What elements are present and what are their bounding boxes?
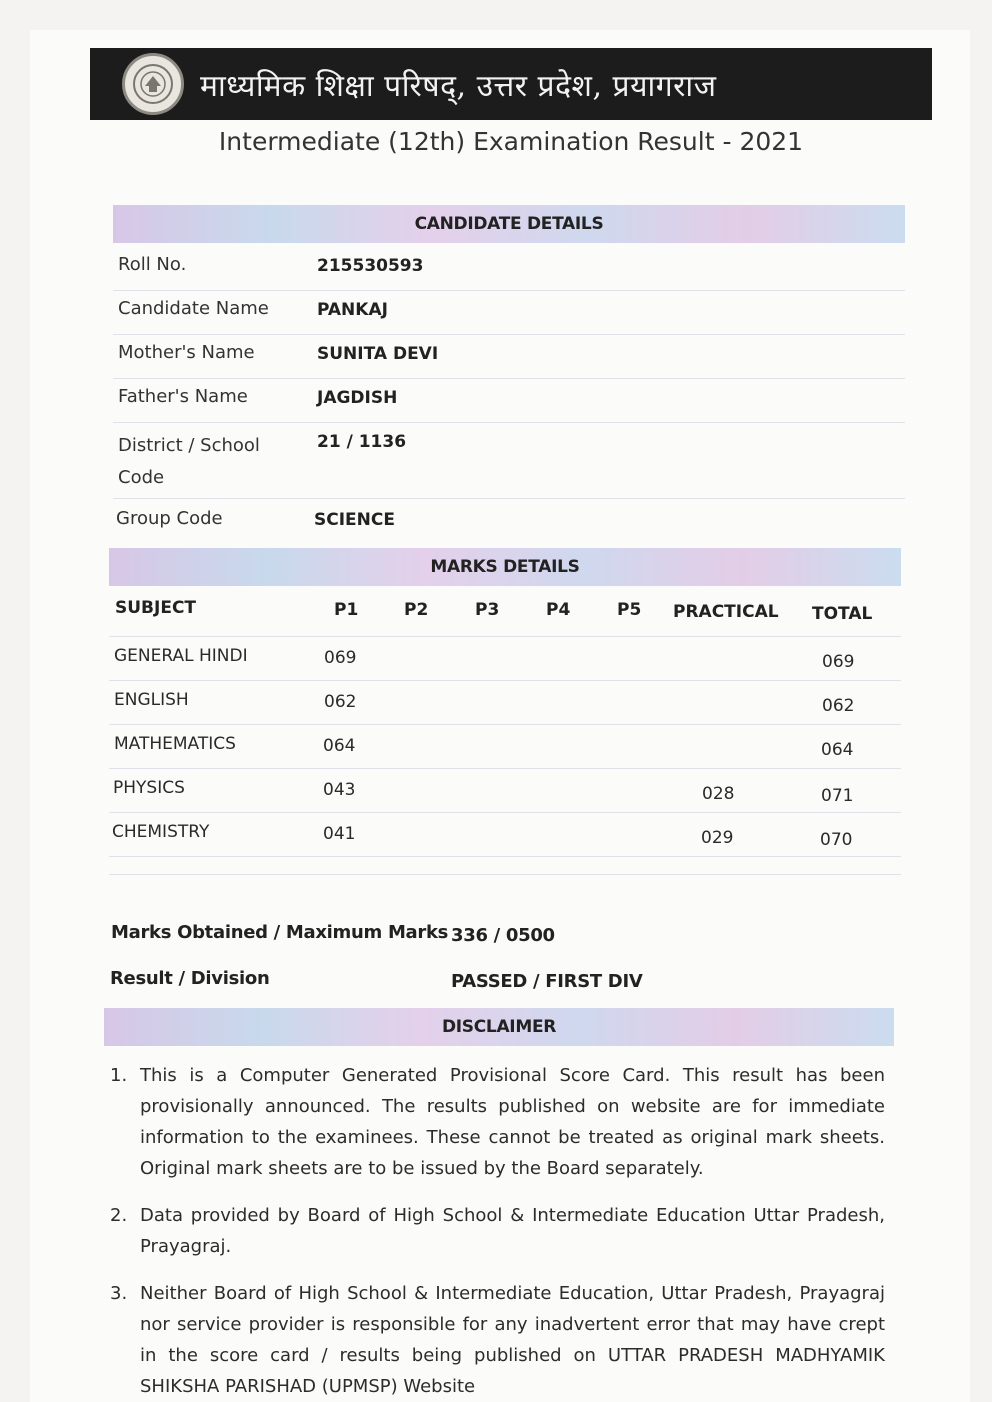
total-cell: 069 bbox=[822, 652, 855, 672]
p1-cell: 043 bbox=[323, 780, 356, 800]
table-row bbox=[109, 814, 901, 857]
col-total-header: TOTAL bbox=[812, 604, 873, 624]
board-name: माध्यमिक शिक्षा परिषद्, उत्तर प्रदेश, प्रयागराज bbox=[200, 68, 717, 104]
p1-cell: 064 bbox=[323, 736, 356, 756]
practical-cell: 028 bbox=[702, 784, 735, 804]
table-row-empty bbox=[109, 858, 901, 875]
p1-cell: 062 bbox=[324, 692, 357, 712]
col-p5-header: P5 bbox=[617, 600, 642, 620]
disclaimer-text: Data provided by Board of High School & Intermediate Education Uttar Pradesh, Prayagraj. bbox=[140, 1205, 885, 1257]
candidate-details-header: CANDIDATE DETAILS bbox=[113, 205, 905, 243]
col-p3-header: P3 bbox=[475, 600, 500, 620]
col-practical-header: PRACTICAL bbox=[673, 602, 779, 622]
detail-label: Roll No. bbox=[118, 254, 187, 275]
result-division-label: Result / Division bbox=[110, 968, 270, 989]
disclaimer-item-3 bbox=[110, 1278, 885, 1397]
subject-cell: GENERAL HINDI bbox=[114, 646, 248, 666]
detail-row-name bbox=[113, 292, 905, 335]
detail-row-mother bbox=[113, 336, 905, 379]
detail-row-father bbox=[113, 380, 905, 423]
detail-row-roll bbox=[113, 248, 905, 291]
total-cell: 070 bbox=[820, 830, 853, 850]
col-p4-header: P4 bbox=[546, 600, 571, 620]
total-cell: 062 bbox=[822, 696, 855, 716]
disclaimer-number: 1. bbox=[110, 1065, 128, 1086]
practical-cell: 029 bbox=[701, 828, 734, 848]
table-row bbox=[109, 638, 901, 681]
col-p2-header: P2 bbox=[404, 600, 429, 620]
disclaimer-item-2 bbox=[110, 1200, 885, 1262]
total-cell: 064 bbox=[821, 740, 854, 760]
col-p1-header: P1 bbox=[334, 600, 359, 620]
detail-value: SCIENCE bbox=[314, 510, 395, 530]
result-division-value: PASSED / FIRST DIV bbox=[451, 971, 643, 992]
detail-label: Group Code bbox=[116, 508, 223, 529]
detail-value: SUNITA DEVI bbox=[317, 344, 439, 364]
disclaimer-number: 3. bbox=[110, 1283, 128, 1304]
marks-details-header: MARKS DETAILS bbox=[109, 548, 901, 586]
col-subject-header: SUBJECT bbox=[115, 598, 197, 618]
detail-row-group bbox=[113, 500, 905, 544]
board-header bbox=[90, 48, 932, 120]
subject-cell: PHYSICS bbox=[113, 778, 185, 798]
disclaimer-number: 2. bbox=[110, 1205, 128, 1226]
detail-value: 215530593 bbox=[317, 256, 424, 276]
disclaimer-text: This is a Computer Generated Provisional Score Card. This result has been provisionally announced. The results published on website are for immediate information to the examinees. These cannot be treated as original mark sheets. Original mark sheets are to be issued by the Board separately. bbox=[140, 1065, 885, 1179]
detail-label: Mother's Name bbox=[118, 342, 255, 363]
subject-cell: CHEMISTRY bbox=[112, 822, 210, 842]
p1-cell: 041 bbox=[323, 824, 356, 844]
detail-label: Father's Name bbox=[118, 386, 248, 407]
detail-value: 21 / 1136 bbox=[317, 432, 407, 452]
table-row bbox=[109, 726, 901, 769]
subject-cell: ENGLISH bbox=[114, 690, 189, 710]
detail-row-district bbox=[113, 424, 905, 499]
detail-value: PANKAJ bbox=[317, 300, 388, 320]
exam-title: Intermediate (12th) Examination Result - 2021 bbox=[218, 127, 804, 156]
detail-label: Candidate Name bbox=[118, 298, 269, 319]
detail-label: District / School Code bbox=[118, 435, 260, 488]
marks-obtained-value: 336 / 0500 bbox=[451, 925, 555, 946]
table-row bbox=[109, 770, 901, 813]
total-cell: 071 bbox=[821, 786, 854, 806]
disclaimer-text: Neither Board of High School & Intermediate Education, Uttar Pradesh, Prayagraj nor service provider is responsible for any inadvertent error that may have crept in the score card / results being published on UTTAR PRADESH MADHYAMIK SHIKSHA PARISHAD (UPMSP) Website bbox=[140, 1283, 885, 1397]
p1-cell: 069 bbox=[324, 648, 357, 668]
marks-header-row bbox=[109, 590, 901, 637]
board-logo-icon bbox=[122, 53, 184, 115]
subject-cell: MATHEMATICS bbox=[114, 734, 236, 754]
detail-value: JAGDISH bbox=[317, 388, 398, 408]
disclaimer-item-1 bbox=[110, 1060, 885, 1184]
table-row bbox=[109, 682, 901, 725]
disclaimer-header: DISCLAIMER bbox=[104, 1008, 894, 1046]
marks-obtained-label: Marks Obtained / Maximum Marks bbox=[111, 922, 449, 943]
